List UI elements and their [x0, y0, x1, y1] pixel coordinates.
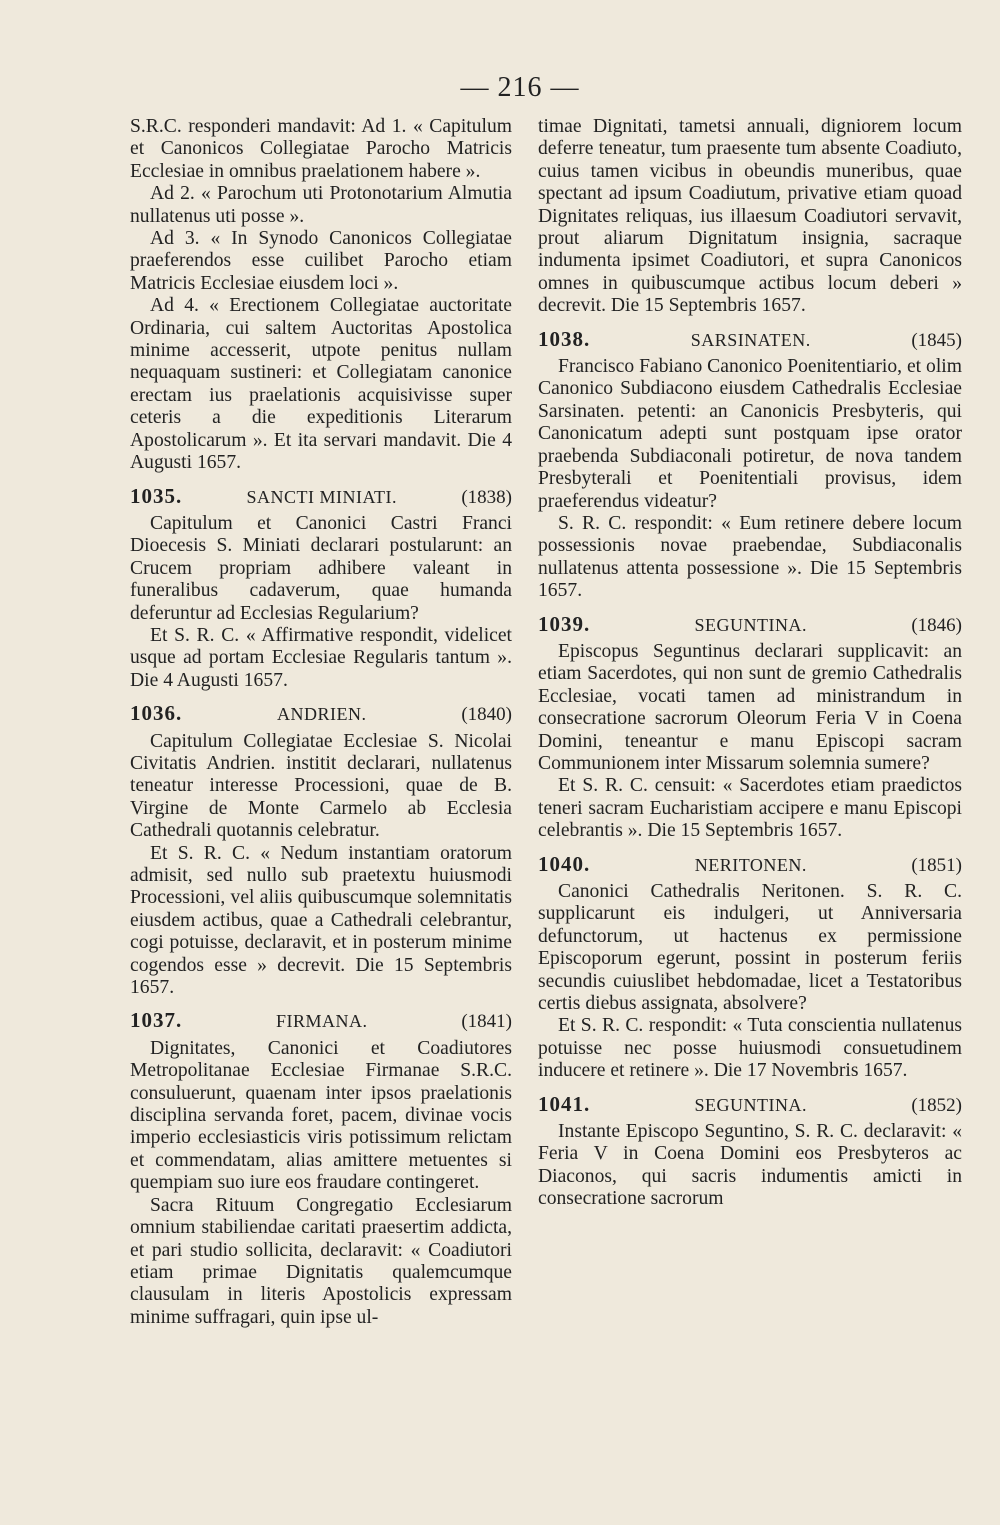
entry-heading [130, 485, 512, 509]
entry-title: ANDRIEN. [277, 704, 367, 725]
entry-heading [130, 1009, 512, 1033]
entry-heading [130, 702, 512, 726]
entry-reference: (1838) [461, 486, 512, 508]
paragraph: Capitulum Collegiatae Ecclesiae S. Nicolai Civitatis Andrien. institit declarari, nullatenus teneatur interesse Processioni, quae de B. Virgine de Monte Carmelo ab Ecclesia Cathedrali quotannis celebratur. [130, 730, 512, 842]
entry-reference: (1841) [461, 1011, 512, 1033]
paragraph: S. R. C. respondit: « Eum retinere debere locum possessionis novae praebendae, Subdiaconalis nullatenus attenta possessione ». Die 15 Septembris 1657. [538, 512, 962, 602]
entry-number: 1039. [538, 611, 591, 636]
paragraph: Sacra Rituum Congregatio Ecclesiarum omnium stabiliendae caritati praesertim addicta, et pari studio sollicita, declaravit: « Coadiutori etiam primae Dignitatis qualemcumque clausulam in literis Apostolicis expressam minime suffragari, quin ipse ul- [130, 1194, 512, 1328]
entry-reference: (1845) [911, 329, 962, 351]
paragraph: timae Dignitati, tametsi annuali, digniorem locum deferre teneatur, tum praesente tum absente Coadiuto, cuius tamen vicibus in obeundis muneribus, quae spectant ad ipsum Coadiutum, privative etiam quoad Dignitates reliquas, ius illaesum Coadiutori servavit, prout aliarum Dignitatum insignia, sacraque indumenta ipsimet Coadiutori, et supra Canonicos omnes in quibuscumque actibus locum deberi » decrevit. Die 15 Septembris 1657. [538, 116, 962, 317]
paragraph: Et S. R. C. censuit: « Sacerdotes etiam praedictos teneri sacram Eucharistiam accipere e manu Episcopi celebrantis ». Die 15 Septembris 1657. [538, 775, 962, 842]
entry-number: 1040. [538, 851, 591, 876]
entry-title: SANCTI MINIATI. [246, 486, 398, 507]
entry-reference: (1851) [911, 854, 962, 876]
paragraph: Et S. R. C. « Nedum instantiam oratorum admisit, sed nullo sub praetextu huiusmodi Processioni, vel aliis quibuscumque solemnitatis eiusdem actibus, quae a Cathedrali celebrantur, cogi potuisse, declaravit, et in posterum minime cogendos esse » decrevit. Die 15 Septembris 1657. [130, 842, 512, 999]
paragraph: Instante Episcopo Seguntino, S. R. C. declaravit: « Feria V in Coena Domini eos Presbyteros ac Diaconos, qui sacris indumentis amicti in consecratione sacrorum [538, 1121, 962, 1210]
paragraph: Canonici Cathedralis Neritonen. S. R. C. supplicarunt eis indulgeri, ut Anniversaria defunctorum, ut hactenus ex permissione Episcoporum egerunt, possint in posterum feriis secundis cuiuslibet hebdomadae, licet a Testatoribus certis diebus assignata, absolvere? [538, 881, 962, 1015]
entry-reference: (1852) [911, 1094, 962, 1116]
entry-reference: (1840) [461, 704, 512, 726]
paragraph: Et S. R. C. « Affirmative respondit, videlicet usque ad portam Ecclesiae Regularis tantum ». Die 4 Augusti 1657. [130, 624, 512, 691]
entry-title: SEGUNTINA. [694, 614, 808, 635]
paragraph: Ad 3. « In Synodo Canonicos Collegiatae praeferendos esse cuilibet Parocho etiam Matricis Ecclesiae eiusdem loci ». [130, 228, 512, 294]
paragraph: Capitulum et Canonici Castri Franci Dioecesis S. Miniati declarari postularunt: an Crucem propriam adhibere valeant in funeralibus cadaverum, quae humanda deferuntur ad Ecclesias Regularium? [130, 512, 512, 624]
entry-heading [538, 328, 962, 352]
page-number: — 216 — [460, 72, 580, 103]
entry-title: SARSINATEN. [690, 329, 811, 350]
entry-number: 1035. [130, 483, 183, 508]
paragraph: Dignitates, Canonici et Coadiutores Metropolitanae Ecclesiae Firmanae S.R.C. consuluerunt, quaenam inter ipsos praelationis disciplina servanda foret, pacem, divinae vocis imperio ecclesiasticis viris potissimum relictam et commendatam, alias amittere metuentes si quempiam suo iure eos fraudare contingeret. [130, 1037, 512, 1194]
entry-title: SEGUNTINA. [694, 1094, 808, 1115]
right-column [538, 116, 962, 1211]
paragraph: Et S. R. C. respondit: « Tuta conscientia nullatenus potuisse nec posse huiusmodi consuetudinem inducere et retinere ». Die 17 Novembris 1657. [538, 1015, 962, 1082]
entry-number: 1038. [538, 326, 591, 351]
paragraph: S.R.C. responderi mandavit: Ad 1. « Capitulum et Canonicos Collegiatae Parocho Matricis Ecclesiae in omnibus praelationem habere ». [130, 116, 512, 182]
paragraph: Ad 2. « Parochum uti Protonotarium Almutia nullatenus uti posse ». [130, 183, 512, 227]
entry-heading [538, 1093, 962, 1117]
paragraph: Francisco Fabiano Canonico Poenitentiario, et olim Canonico Subdiacono eiusdem Cathedralis Ecclesiae Sarsinaten. petenti: an Canonicis Presbyteris, qui Canonicatum adepti sunt postquam ipse orator praebenda Subdiaconali potiretur, de nova tandem Presbyterali et Poenitentiali provisus, idem praeferendus videatur? [538, 356, 962, 512]
entry-number: 1036. [130, 701, 183, 726]
entry-number: 1037. [130, 1008, 183, 1033]
entry-number: 1041. [538, 1091, 591, 1116]
entry-title: FIRMANA. [276, 1011, 368, 1032]
entry-reference: (1846) [911, 614, 962, 636]
entry-heading [538, 613, 962, 637]
paragraph: Ad 4. « Erectionem Collegiatae auctoritate Ordinaria, cui saltem Auctoritas Apostolica minime accesserit, utpote penitus nullam nequaquam sustineri: et Collegiatam canonice erectam ius praelationis acquisivisse super ceteris a die expeditionis Literarum Apostolicarum ». Et ita servari mandavit. Die 4 Augusti 1657. [130, 295, 512, 474]
entry-title: NERITONEN. [694, 854, 807, 875]
entry-heading [538, 853, 962, 877]
left-column [130, 116, 512, 1329]
paragraph: Episcopus Seguntinus declarari supplicavit: an etiam Sacerdotes, qui non sunt de gremio Cathedralis Ecclesiae, vocati tamen ad ministrandum in consecratione sacrorum Oleorum Feria V in Coena Domini, teneantur e manu Episcopi sacram Communionem inter Missarum solemnia sumere? [538, 640, 962, 774]
